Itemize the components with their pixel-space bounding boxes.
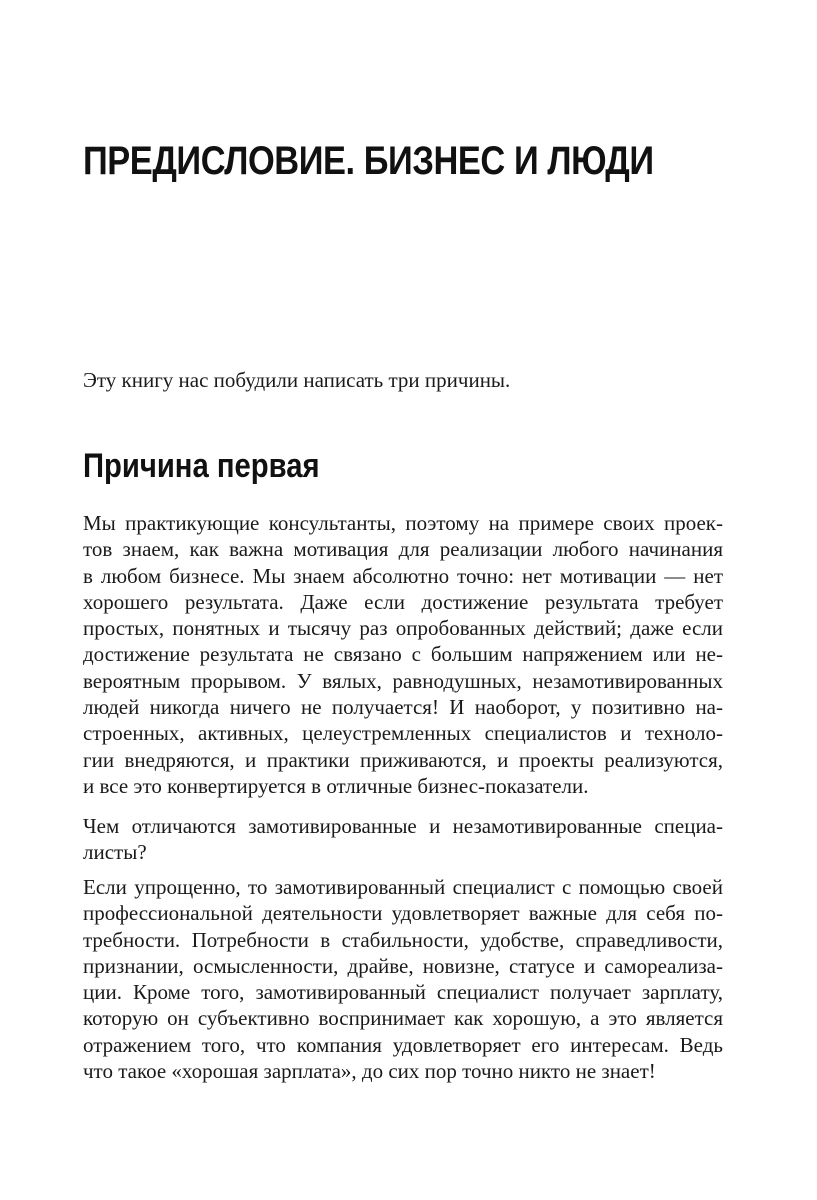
text-line: тов знаем, как важна мотивация для реализации любого начинания (83, 537, 723, 562)
text-line: что такое «хорошая зарплата», до сих пор точно никто не знает! (83, 1059, 656, 1084)
text-line: признании, осмысленности, драйве, новизне, статусе и самореализа- (83, 953, 723, 978)
text-line: ции. Кроме того, замотивированный специалист получает зарплату, (83, 980, 723, 1005)
text-line: отражением того, что компания удовлетворяет его интересам. Ведь (83, 1032, 723, 1057)
text-line: Чем отличаются замотивированные и незамотивированные специа- (83, 814, 723, 838)
text-line: достижение результата не связано с большим напряжением или не- (83, 642, 723, 667)
text-line: строенных, активных, целеустремленных специалистов и техноло- (83, 721, 723, 746)
text-line: людей никогда ничего не получается! И наоборот, у позитивно на- (83, 695, 723, 720)
text-line: в любом бизнесе. Мы знаем абсолютно точно: нет мотивации — нет (83, 563, 723, 588)
chapter-title: ПРЕДИСЛОВИЕ. БИЗНЕС И ЛЮДИ (83, 139, 654, 183)
text-line: и все это конвертируется в отличные бизнес-показатели. (83, 773, 589, 798)
text-line: простых, понятных и тысячу раз опробованных действий; даже если (83, 616, 723, 641)
text-line: Если упрощенно, то замотивированный специалист с помощью своей (83, 875, 723, 899)
intro-sentence: Эту книгу нас побудили написать три причины. (83, 368, 511, 392)
paragraph-2 (83, 813, 723, 866)
text-line: которую он субъективно воспринимает как хорошую, а это является (83, 1006, 723, 1031)
text-line: вероятным прорывом. У вялых, равнодушных, незамотивированных (83, 668, 723, 693)
paragraph-3 (83, 874, 723, 1084)
text-line: Мы практикующие консультанты, поэтому на примере своих проек- (83, 511, 723, 535)
paragraph-1 (83, 510, 723, 799)
section-title: Причина первая (83, 447, 320, 485)
text-line: хорошего результата. Даже если достижение результата требует (83, 589, 723, 614)
text-line: требности. Потребности в стабильности, удобстве, справедливости, (83, 927, 723, 952)
text-line: листы? (83, 840, 147, 865)
text-line: профессиональной деятельности удовлетворяет важные для себя по- (83, 901, 723, 926)
text-line: гии внедряются, и практики приживаются, и проекты реализуются, (83, 747, 723, 772)
